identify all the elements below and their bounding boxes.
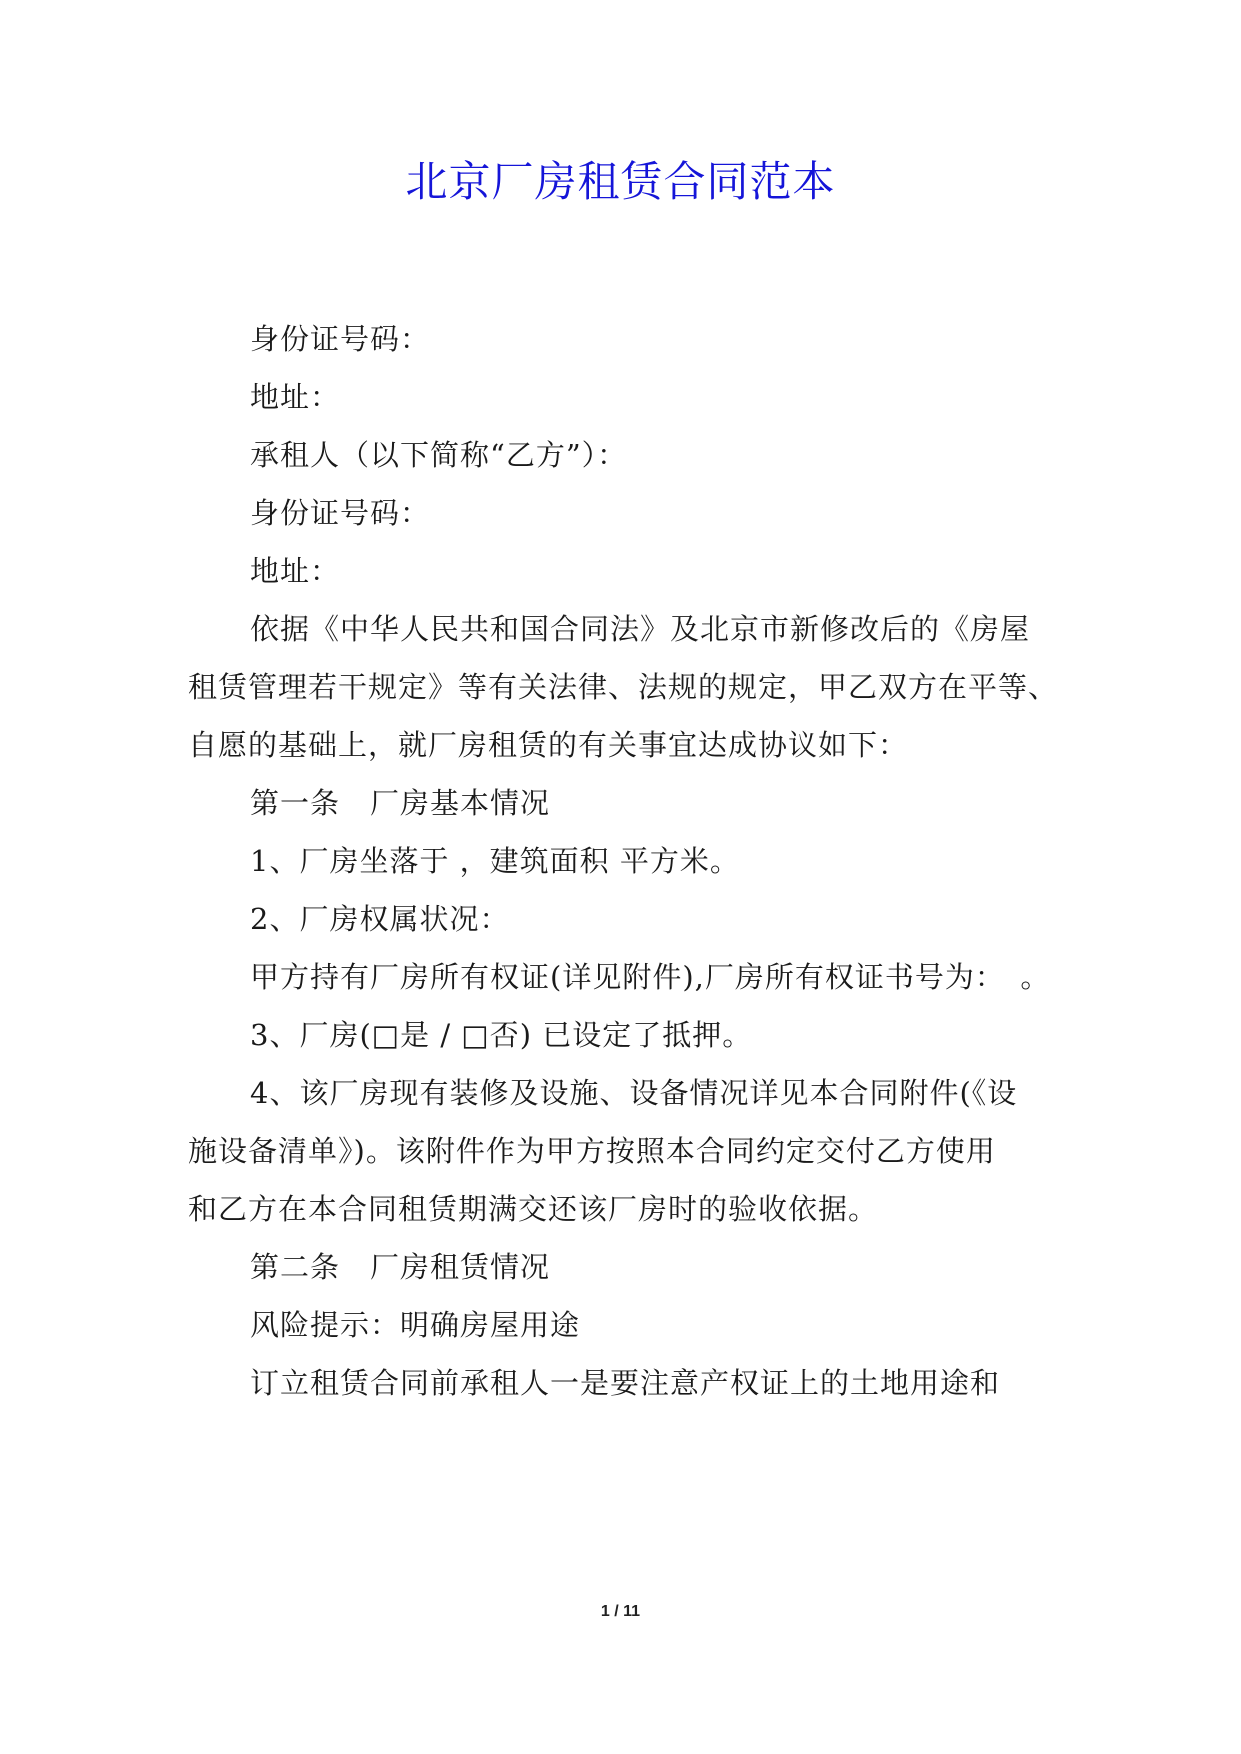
article-2-heading: 第二条 厂房租赁情况 (250, 1250, 551, 1284)
paragraph-basis-line-3: 自愿的基础上，就厂房租赁的有关事宜达成协议如下： (188, 728, 909, 762)
article-1-item-4-line-3: 和乙方在本合同租赁期满交还该厂房时的验收依据。 (188, 1192, 879, 1226)
article-1-item-4-line-2: 施设备清单》)。该附件作为甲方按照本合同约定交付乙方使用 (188, 1134, 996, 1168)
paragraph-basis-line-2: 租赁管理若干规定》等有关法律、法规的规定，甲乙双方在平等、 (188, 670, 1059, 704)
field-address-lessor: 地址： (250, 380, 341, 414)
risk-notice-text-line-1: 订立租赁合同前承租人一是要注意产权证上的土地用途和 (250, 1366, 1001, 1400)
risk-notice: 风险提示：明确房屋用途 (250, 1308, 581, 1342)
article-1-heading: 第一条 厂房基本情况 (250, 786, 551, 820)
paragraph-basis-line-1: 依据《中华人民共和国合同法》及北京市新修改后的《房屋 (250, 612, 1031, 646)
article-1-item-3: 3、厂房(□是 / □否) 已设定了抵押。 (250, 1018, 753, 1052)
field-lessee: 承租人（以下简称“乙方”）： (250, 438, 628, 472)
page-number: 1 / 11 (600, 1603, 641, 1620)
document-title: 北京厂房租赁合同范本 (405, 157, 836, 206)
article-1-item-1: 1、厂房坐落于 ，建筑面积 平方米。 (250, 844, 740, 878)
field-address-lessee: 地址： (250, 554, 341, 588)
field-id-number-lessee: 身份证号码： (250, 496, 431, 530)
article-1-item-2-detail: 甲方持有厂房所有权证(详见附件),厂房所有权证书号为： 。 (250, 960, 1051, 994)
field-id-number-lessor: 身份证号码： (250, 322, 431, 356)
article-1-item-2: 2、厂房权属状况： (250, 902, 510, 936)
article-1-item-4-line-1: 4、该厂房现有装修及设施、设备情况详见本合同附件(《设 (250, 1076, 1018, 1110)
